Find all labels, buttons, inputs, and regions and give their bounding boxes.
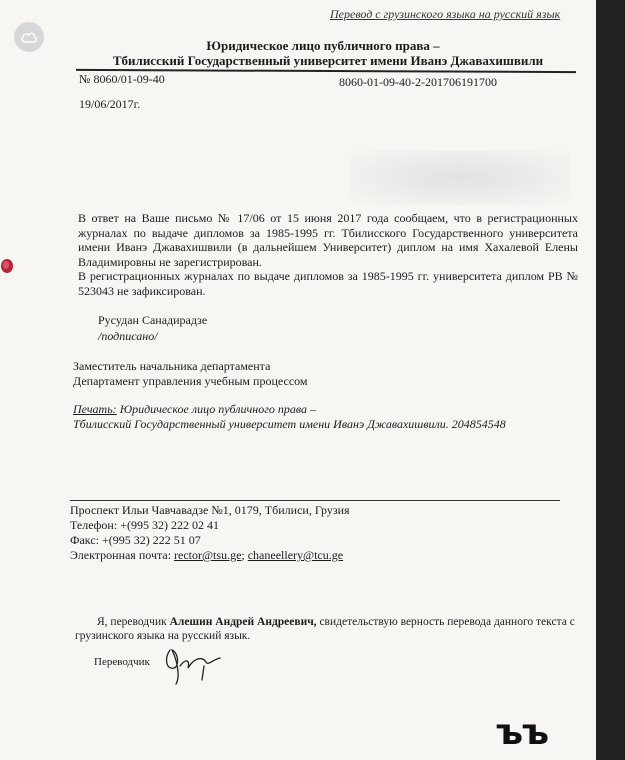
email-link-rector[interactable]: rector@tsu.ge [174, 548, 242, 562]
body-paragraph-1: В ответ на Ваше письмо № 17/06 от 15 июня 2017 года сообщаем, что в регистрационных журналах по выдаче дипломов за 1985-1995 гг. Тбилисского Государственного университета имени Иванэ Джавахишвили (в дальнейшем Университет) диплом на имя Хахалевой Елены Владимировны не зарегистрирован. [78, 211, 578, 269]
phone: Телефон: +(995 32) 222 02 41 [70, 518, 219, 532]
footer-divider [70, 500, 560, 501]
seal-description [73, 402, 573, 432]
blurred-area [350, 150, 570, 205]
signed-note: /подписано/ [98, 329, 158, 343]
organization-line-2: Тбилисский Государственный университет имени Иванэ Джавахишвили [112, 53, 544, 68]
reference-number: № 8060/01-09-40 [79, 72, 165, 86]
organization-line-1: Юридическое лицо публичного права – [206, 38, 440, 53]
cert-suffix: свидетельствую верность перевода данного текста с грузинского языка на русский язык. [75, 616, 575, 642]
cert-prefix: Я, переводчик [97, 616, 167, 628]
signer-position-2: Департамент управления учебным процессом [73, 374, 308, 388]
email-label: Электронная почта: [70, 548, 172, 562]
reference-number-full: 8060-01-09-40-2-201706191700 [339, 75, 497, 89]
translator-label: Переводчик [94, 656, 150, 668]
email-link-chancellery[interactable]: chaneellery@tcu.ge [247, 548, 344, 562]
translator-signature [162, 640, 232, 690]
translator-name: Алешин Андрей Андреевич, [169, 616, 317, 628]
certification-text [75, 615, 580, 643]
fax: Факс: +(995 32) 222 51 07 [70, 533, 201, 547]
body-paragraph-2: В регистрационных журналах по выдаче дипломов за 1985-1995 гг. университета диплом РВ № 523043 не зафиксирован. [78, 269, 578, 298]
watermark-logo: ъъ [496, 712, 549, 753]
seal-line-2: Тбилисский Государственный университет имени Иванэ Джавахишвили. 204854548 [73, 417, 506, 431]
email-line: Электронная почта: rector@tsu.ge; chaneellery@tcu.ge [70, 548, 344, 562]
document-date: 19/06/2017г. [79, 97, 141, 111]
red-mark [0, 258, 14, 274]
address: Проспект Ильи Чавчавадзе №1, 0179, Тбилиси, Грузия [70, 503, 350, 517]
translation-header-note: Перевод с грузинского языка на русский язык [330, 7, 561, 21]
letter-body [78, 211, 578, 298]
seal-label: Печать: [73, 402, 117, 416]
signer-name: Русудан Санадирадзе [98, 313, 208, 327]
contact-block [70, 503, 350, 563]
seal-line-1: Юридическое лицо публичного права – [119, 402, 317, 416]
dark-background-strip [596, 0, 625, 760]
signer-position-1: Заместитель начальника департамента [73, 359, 271, 373]
